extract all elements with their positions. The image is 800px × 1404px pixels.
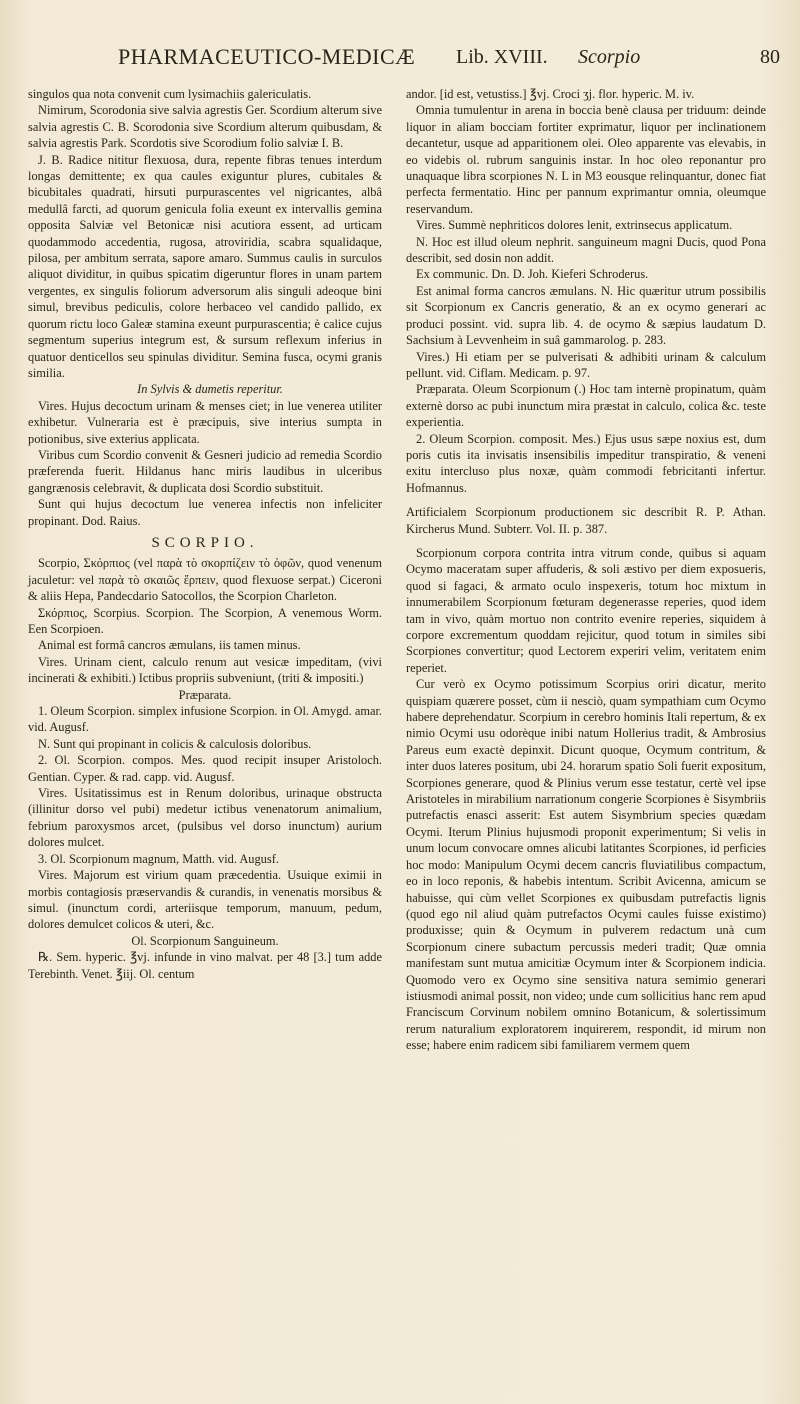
paragraph: 2. Ol. Scorpion. compos. Mes. quod recipit insuper Aristoloch. Gentian. Cyper. & rad. capp. vid. Augusf.	[28, 753, 382, 784]
paragraph: Σκόρπιος, Scorpius. Scorpion. The Scorpion, A venemous Worm. Een Scorpioen.	[28, 605, 382, 636]
section-heading: SCORPIO.	[151, 534, 259, 551]
page-number: 80	[760, 46, 780, 68]
paragraph: Vires. Hujus decoctum urinam & menses ciet; in lue venerea utiliter exhibetur. Vulneraria est è præcipuis, sive interius sumpta in potionibus, sive exterius applicata.	[28, 398, 382, 446]
paragraph: andor. [id est, vetustiss.] ℥vj. Croci ʒj. flor. hyperic. M. iv.	[406, 87, 695, 101]
paragraph: N. Hoc est illud oleum nephrit. sanguineum magni Ducis, quod Pona describit, sed dosin non addit.	[406, 234, 766, 266]
subsection-title: Ol. Scorpionum Sanguineum.	[131, 933, 279, 948]
paragraph: Scorpionum corpora contrita intra vitrum conde, quibus si aquam Ocymo maceratam super affuderis, & soli æstivo per diem exposueris, quod si fagaci, & armato oculo inspexeris, totum hoc mixtum in innumerabilem Scorpionum fœturam degenerasse reperies, quod idem tam in vivo, quàm mortuo non contrito evenire reperies, siquidem à corpore excrementum quoddam rejicitur, quod totum in similes sibi Scorpiones convertitur; quod Lectorem experiri velim, veritatem enim reperiet.	[406, 545, 766, 675]
paragraph: Ex communic. Dn. D. Joh. Kieferi Schroderus.	[416, 267, 649, 282]
paragraph: Vires. Usitatissimus est in Renum doloribus, urinaque obstructa (illinitur dorso vel pubi) medetur ictibus venenatorum animalium, febrium paroxysmos arcet, (pulsibus vel dorso inunctum) aurium dolores mulcet.	[28, 786, 382, 850]
left-column	[28, 86, 382, 982]
paragraph: Viribus cum Scordio convenit & Gesneri judicio ad remedia Scordio præferenda fuerit. Hildanus hanc miris laudibus in ulceribus gangrænosis celebravit, & duplicata dosi Scordio substituit.	[28, 447, 382, 495]
right-column	[406, 86, 766, 1054]
spacer	[406, 537, 766, 545]
paragraph: singulos qua nota convenit cum lysimachiis galericulatis.	[28, 87, 312, 101]
paragraph: 2. Oleum Scorpion. composit. Mes.) Ejus usus sæpe noxius est, dum poris cutis ita invisatis insensibilis impeditur transpiratio, & veneni exitu intercluso plus noxæ, quàm commodi febricitanti infertur. Hofmannus.	[406, 431, 766, 495]
spacer	[406, 496, 766, 504]
paragraph: Artificialem Scorpionum productionem sic describit R. P. Athan. Kircherus Mund. Subterr. Vol. II. p. 387.	[406, 505, 766, 536]
running-title: PHARMACEUTICO-MEDICÆ	[118, 44, 416, 69]
page-header	[0, 44, 800, 78]
paragraph: 1. Oleum Scorpion. simplex infusione Scorpion. in Ol. Amygd. amar. vid. Augusf.	[28, 704, 382, 735]
book-reference: Lib. XVIII.	[456, 46, 548, 68]
section-label: Scorpio	[578, 46, 641, 68]
paragraph: Vires. Urinam cient, calculo renum aut vesicæ impeditam, (vivi incinerati & exhibiti.) Ictibus propriis subveniunt, (triti & impositi.)	[28, 654, 382, 686]
paragraph: 3. Ol. Scorpionum magnum, Matth. vid. Augusf.	[38, 851, 279, 866]
paragraph: Animal est formâ cancros æmulans, iis tamen minus.	[38, 638, 301, 653]
paragraph: Vires. Majorum est virium quam præcedentia. Usuique eximii in morbis contagiosis præservandis & curandis, in venenatis morsibus & simul. (inunctum cordi, arteriisque temporum, manuum, pedum, dolores demulcet colicos & uteri, &c.	[28, 868, 382, 932]
paragraph: Vires. Summè nephriticos dolores lenit, extrinsecus applicatum.	[416, 218, 733, 233]
paragraph: Nimirum, Scorodonia sive salvia agrestis Ger. Scordium alterum sive salvia agrestis C. B. Scorodonia sive Scordium alterum quibusdam, & salvia agrestis Park. Scordotis sive Scorodium folio salviæ I. B.	[28, 103, 382, 151]
paragraph: Scorpio, Σκόρπιος (vel παρὰ τὸ σκορπίζειν τὸ ὀφῶν, quod venenum jaculetur: vel παρὰ τὸ σκαιῶς ἕρπειν, quod flexuose serpat.) Ciceroni & aliis Hepa, Pandecdario Satocollos, the Scorpion Charleton.	[28, 556, 382, 604]
paragraph: Cur verò ex Ocymo potissimum Scorpius oriri dicatur, merito quispiam quærere posset, cùm ii nesciò, quam sympathiam cum Ocymo habere deprehendatur. Scorpium in cerebro hominis Itali repertum, & ex nimio Ocymi usu odorèque inibi natum Hollerius tradit, & Ambrosius Pareus eum exactè depinxit. Dicunt quoque, Ocymum contritum, & inter duos lateres positum, ubi 24. horarum spatio Soli fuerit expositum, Scorpiones generare, quod & Plinius verum esse testatur, certè vel ipse Aristoteles in mirabilium narrationum congerie Scorpiones è Sisymbriis putrefactis enasci asserit: Est autem Sisymbrium species quædam Ocymi. Iterum Plinius hujusmodi proponit experimentum; Si velis in unum locum convocare omnes alicubi latitantes Scorpiones, id perficies hoc modo: Manipulum Ocymi decem cancris fluviatilibus compactum, eo in loco reponis, & habebis intentum. Scribit Avicenna, amicum se habuisse, qui cùm vellet Scorpiones ex quibusdam putrefactis lignis (quod ego nil aliud quàm putrefactos Ocymi caules fuisse existimo) produxisse; quin & Ocymum in pulverem redactum unà cum Scorpionum cinere subactum percussis mederi tradit; Quæ omnia manifestam sunt mutua amicitiæ Ocymum inter & Scorpionem indicia. Quomodo vero ex Ocymo sine sensitiva natura semimio generari istiusmodi animal possit, non video; unde cum sollicitius hanc rem apud Franciscum Corvinum nobilem omnino Botanicum, & solertissimum rerum naturalium exploratorem inquirerem, respondit, id mirum non esse; habere enim radicem sibi familiarem vermem quem	[406, 677, 766, 1053]
paragraph: Omnia tumulentur in arena in boccia benè clausa per triduum: deinde liquor in aliam bocciam fortiter exprimatur, liquor per inclinationem decantetur, usque ad apparitionem olei. Oleo apparente vas elevabis, in eo videbis ol. rubrum sanguinis instar. In hoc oleo reponantur pro unaquaque libra scorpiones N. L in M3 eousque relinquantur, donec fiat perfecta fermentatio. Hinc per pannum exprimantur omnia, oleumque reservandum.	[406, 103, 766, 216]
paragraph: Sunt qui hujus decoctum lue venerea infectis non infeliciter propinant. Dod. Raius.	[28, 497, 382, 528]
paragraph: Præparata. Oleum Scorpionum (.) Hoc tam internè propinatum, quàm externè dorso ac pubi inunctum mira præstat in calculo, colica &c. teste experientia.	[406, 382, 766, 430]
subsection-title: Præparata.	[178, 687, 232, 702]
habitat-note: In Sylvis & dumetis reperitur.	[137, 382, 283, 397]
paragraph: Vires.) Hi etiam per se pulverisati & adhibiti urinam & calculum pellunt. vid. Ciflam. Medicam. p. 97.	[406, 349, 766, 380]
paragraph: Est animal forma cancros æmulans. N. Hic quæritur utrum possibilis sit Scorpionum ex Cancris generatio, & an ex ocymo generari ac produci possint. vid. supra lib. 4. de ocymo & sæpius laudatum D. Sachsium à Levvenheim in suâ gammarolog. p. 283.	[406, 283, 766, 348]
paragraph: N. Sunt qui propinant in colicis & calculosis doloribus.	[38, 736, 312, 751]
paragraph: ℞. Sem. hyperic. ℥vj. infunde in vino malvat. per 48 [3.] tum adde Terebinth. Venet. ℥iij. Ol. centum	[28, 950, 382, 981]
paragraph: J. B. Radice nititur flexuosa, dura, repente fibras tenues interdum longas demittente; ex qua caules exiguntur plures, cubitales & bicubitales quadrati, hirsuti purpurascentes vel nigricantes, albâ medullâ farcti, ad quorum genicula folia exeunt ex intervallis gemina opposita Salviæ vel Betonicæ nisi acutiora essent, ad urticam quodammodo accedentia, rugosa, atroviridia, scabra squalidaque, pilosa, per ambitum serrata, sapore amaro. Summus caulis in surculos aliquot dividitur, in quibus spicatim digeruntur flores in unam partem vergentes, ex singulis foliorum adversorum alis singuli adeoque bini simul, brevibus pediculis, colore herbaceo vel candido pallido, ex quorum rictu loco Galeæ stamina exeunt purpurascentia; è calice cujus segmentum superius integrum est, & sursum reflexum inferius in quatuor denticellos seu spinulas dividitur. Semina fusca, ocymi granis similia.	[28, 152, 382, 380]
